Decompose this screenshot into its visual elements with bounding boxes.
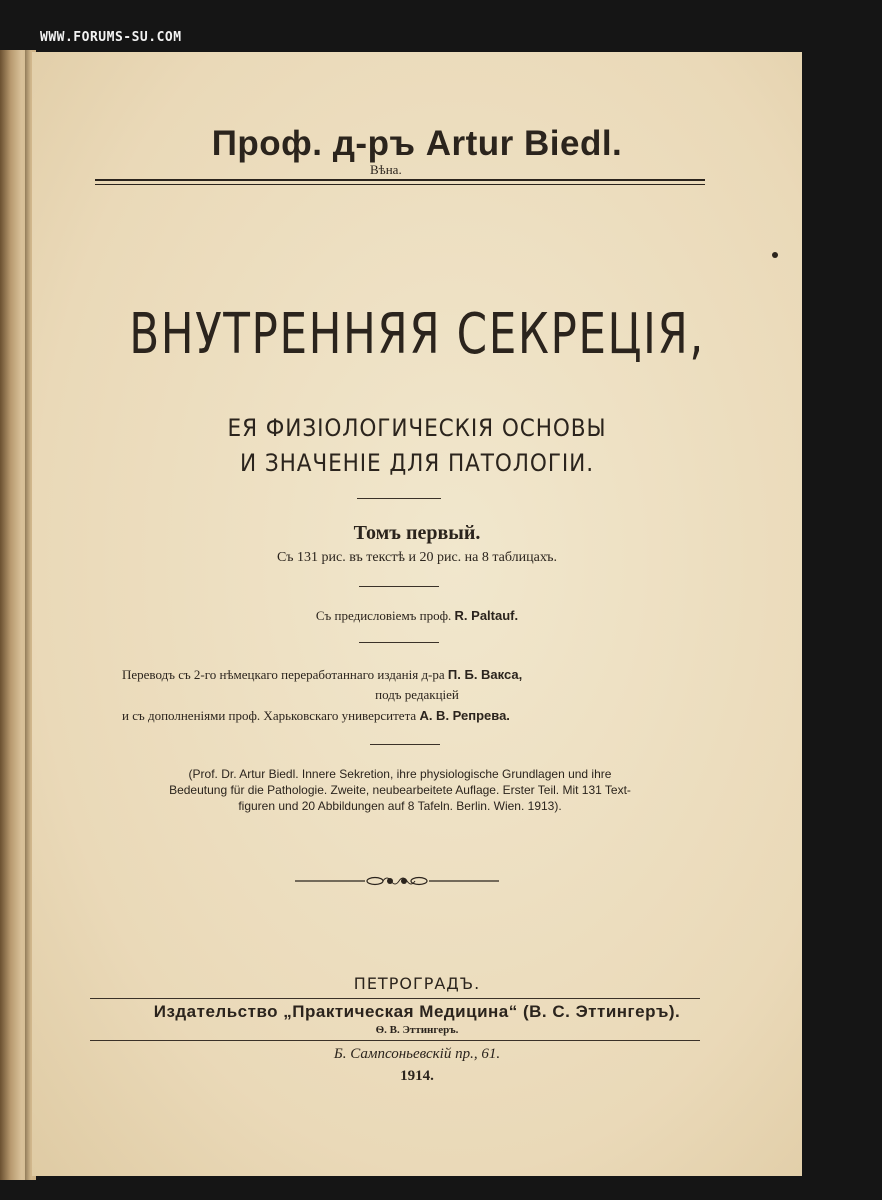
- publication-year: 1914.: [400, 1068, 434, 1084]
- imprint-rule-top: [90, 998, 700, 999]
- divider-rule: [370, 744, 440, 745]
- ink-speck: [772, 252, 778, 258]
- original-line3: figuren und 20 Abbildungen auf 8 Tafeln. Berlin. Wien. 1913).: [238, 799, 562, 813]
- translation-line1: [122, 667, 672, 683]
- figures-note: Съ 131 рис. въ текстѣ и 20 рис. на 8 таблицахъ.: [276, 550, 558, 565]
- publisher-address: Б. Сампсоньевскій пр., 61.: [333, 1046, 501, 1062]
- translation-line3: [122, 708, 672, 724]
- publication-city: ПЕТРОГРАДЪ.: [353, 974, 481, 993]
- preface-line: [32, 608, 802, 624]
- translation-editor-text: и съ дополненіями проф. Харьковскаго университета: [122, 708, 417, 723]
- divider-rule: [359, 642, 439, 643]
- translator-name: П. Б. Вакса,: [447, 667, 523, 682]
- preface-text: Съ предисловіемъ проф.: [315, 608, 452, 623]
- editor-name: А. В. Репрева.: [419, 708, 510, 723]
- original-line1: (Prof. Dr. Artur Biedl. Innere Sekretion, ihre physiologische Grundlagen und ihre: [188, 767, 612, 781]
- ornament-divider: [295, 874, 499, 888]
- translation-line2: подъ редакціей: [375, 687, 459, 702]
- preface-author: R. Paltauf.: [454, 608, 519, 623]
- author-name: Проф. д-ръ Artur Biedl.: [211, 124, 623, 163]
- spine-shadow: [25, 50, 31, 1180]
- imprint-rule-bottom: [90, 1040, 700, 1041]
- publisher-name: Издательство „Практическая Медицина“ (В. С. Эттингеръ).: [153, 1002, 681, 1021]
- divider-rule: [359, 586, 439, 587]
- volume-label: Томъ первый.: [353, 522, 481, 544]
- book-subtitle-line2: И ЗНАЧЕНІЕ ДЛЯ ПАТОЛОГІИ.: [239, 449, 594, 477]
- original-edition-note: [90, 766, 710, 814]
- divider-rule: [357, 498, 441, 499]
- title-page: [32, 52, 802, 1176]
- author-double-rule: [95, 179, 705, 185]
- book-title: ВНУТРЕННЯЯ СЕКРЕЦІЯ,: [129, 302, 705, 367]
- printer-name: Ѳ. В. Эттингеръ.: [375, 1024, 459, 1036]
- watermark: WWW.FORUMS-SU.COM: [40, 30, 182, 45]
- author-city: Вѣна.: [370, 162, 402, 177]
- original-line2: Bedeutung für die Pathologie. Zweite, neubearbeitete Auflage. Erster Teil. Mit 131 Text-: [169, 783, 631, 797]
- translation-text: Переводъ съ 2-го нѣмецкаго переработаннаго изданія д-ра: [122, 667, 445, 682]
- book-subtitle-line1: ЕЯ ФИЗІОЛОГИЧЕСКІЯ ОСНОВЫ: [227, 414, 607, 442]
